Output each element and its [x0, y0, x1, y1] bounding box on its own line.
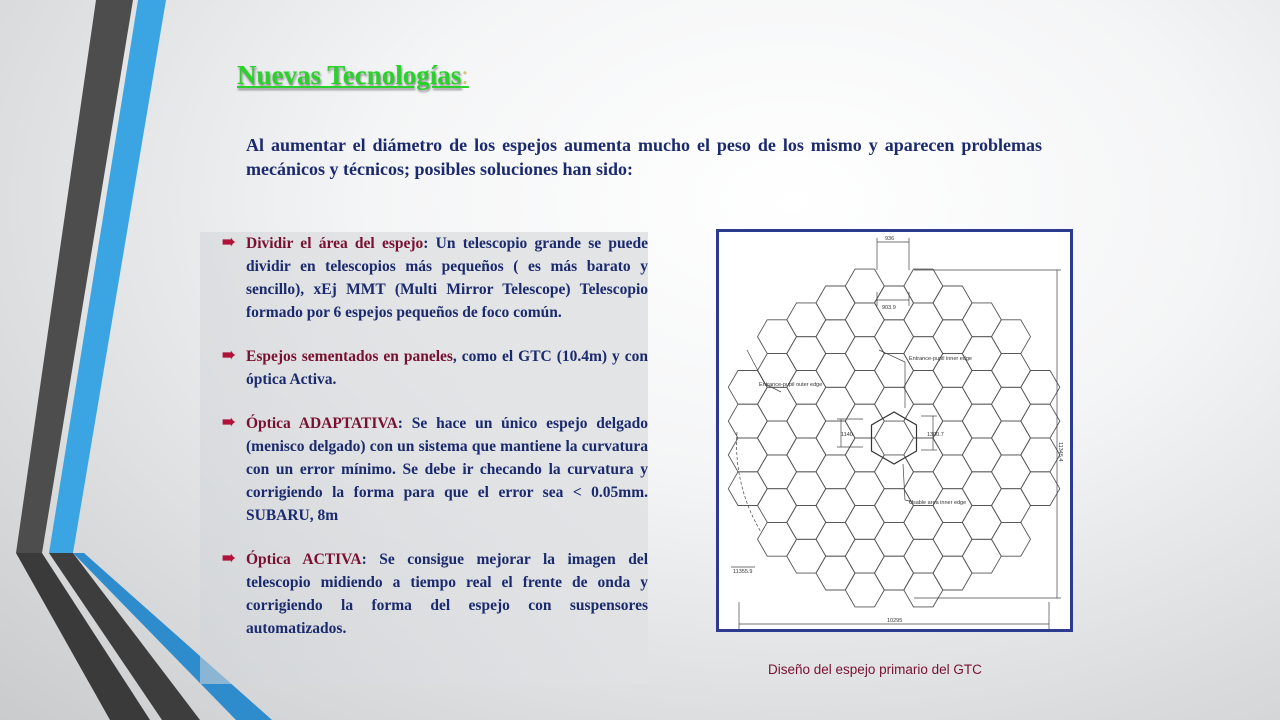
mirror-segment — [758, 387, 797, 421]
mirror-segment — [787, 506, 826, 540]
mirror-segment — [962, 337, 1001, 371]
mirror-segment — [875, 387, 914, 421]
mirror-segment — [992, 522, 1031, 556]
mirror-segment — [845, 539, 884, 573]
mirror-segment — [904, 337, 943, 371]
mirror-segment — [758, 421, 797, 455]
bullet-list — [222, 232, 648, 661]
mirror-segment — [728, 404, 767, 438]
mirror-segment — [787, 337, 826, 371]
mirror-segment — [904, 269, 943, 303]
mirror-segment — [962, 472, 1001, 506]
arrow-icon: ➠ — [222, 414, 236, 431]
mirror-segment — [758, 320, 797, 354]
mirror-segment — [933, 286, 972, 320]
mirror-segment — [904, 573, 943, 607]
dim-label: 11345.4 — [1057, 442, 1063, 462]
mirror-segment — [728, 472, 767, 506]
mirror-segment — [933, 320, 972, 354]
mirror-segment — [845, 573, 884, 607]
mirror-segment — [816, 522, 855, 556]
mirror-segment — [904, 371, 943, 405]
mirror-segment — [845, 337, 884, 371]
hex-mirror-drawing — [719, 232, 1070, 629]
bullet-segmentados: ➠ Espejos sementados en paneles, como el GTC (10.4m) y con óptica Activa. — [222, 345, 648, 391]
mirror-segment — [904, 303, 943, 337]
mirror-segment — [875, 455, 914, 489]
mirror-segment — [816, 421, 855, 455]
dim-label: 903.9 — [882, 305, 896, 311]
dim-label: 1140 — [841, 432, 853, 438]
mirror-segment — [1021, 404, 1060, 438]
arrow-icon: ➠ — [222, 234, 236, 251]
mirror-segment — [992, 455, 1031, 489]
mirror-segment — [758, 489, 797, 523]
mirror-segment — [816, 489, 855, 523]
mirror-segment — [962, 303, 1001, 337]
mirror-segment — [816, 286, 855, 320]
slide-title: Nuevas Tecnologías: — [237, 60, 469, 90]
mirror-segment — [845, 371, 884, 405]
mirror-segment — [1021, 438, 1060, 472]
mirror-segment — [904, 506, 943, 540]
arrow-icon: ➠ — [222, 347, 236, 364]
inner-hexagon — [872, 412, 917, 464]
mirror-segment — [1021, 371, 1060, 405]
mirror-segment — [758, 522, 797, 556]
mirror-segment — [875, 489, 914, 523]
mirror-segment — [992, 421, 1031, 455]
intro-paragraph: Al aumentar el diámetro de los espejos aumenta mucho el peso de los mismo y aparecen problemas mecánicos y técnicos; posibles soluciones han sido: — [246, 135, 1042, 179]
mirror-segment — [992, 320, 1031, 354]
mirror-segment — [875, 320, 914, 354]
dim-label: 936 — [885, 236, 895, 242]
dim-label: 1300.7 — [927, 432, 944, 438]
mirror-segment — [845, 506, 884, 540]
annotation-label: Entrance-pupil outer edge — [759, 382, 823, 388]
bullet-adaptativa: ➠ Óptica ADAPTATIVA: Se hace un único espejo delgado (menisco delgado) con un sistema que mantiene la curvatura con un error mínimo. Se debe ir checando la curvatura y corrigiendo la forma para que el error sea < 0.05mm. SUBARU, 8m — [222, 412, 648, 527]
mirror-segment — [992, 387, 1031, 421]
figure-caption: Diseño del espejo primario del GTC — [768, 662, 982, 677]
mirror-segment — [787, 472, 826, 506]
mirror-segment — [758, 455, 797, 489]
mirror-segment — [816, 455, 855, 489]
gtc-mirror-diagram — [716, 229, 1073, 632]
mirror-segment — [845, 472, 884, 506]
mirror-segment — [875, 354, 914, 388]
mirror-segment — [787, 303, 826, 337]
mirror-segment — [1021, 472, 1060, 506]
mirror-segment — [845, 269, 884, 303]
mirror-segment — [933, 421, 972, 455]
mirror-segment — [962, 539, 1001, 573]
annotation-label: Entrance-pupil inner edge — [909, 356, 972, 362]
mirror-segment — [816, 556, 855, 590]
mirror-segment — [962, 404, 1001, 438]
arrow-icon: ➠ — [222, 550, 236, 567]
mirror-segment — [992, 354, 1031, 388]
bullet-dividir: ➠ Dividir el área del espejo: Un telescopio grande se puede dividir en telescopios más pequeños ( es más barato y sencillo), xEj MMT (Multi Mirror Telescope) Telescopio formado por 6 espejos pequeños de foco común. — [222, 232, 648, 324]
mirror-segment — [875, 522, 914, 556]
mirror-segment — [962, 371, 1001, 405]
mirror-segment — [845, 303, 884, 337]
bullet-activa: ➠ Óptica ACTIVA: Se consigue mejorar la imagen del telescopio midiendo a tiempo real el frente de onda y corrigiendo la forma del espejo con suspensores automatizados. — [222, 548, 648, 640]
mirror-segment — [787, 438, 826, 472]
mirror-segment — [816, 387, 855, 421]
mirror-segment — [787, 539, 826, 573]
mirror-segment — [728, 438, 767, 472]
mirror-segment — [933, 522, 972, 556]
mirror-segment — [875, 286, 914, 320]
mirror-segment — [787, 404, 826, 438]
dim-label: 11355.9 — [733, 569, 753, 575]
mirror-segment — [875, 556, 914, 590]
mirror-segment — [933, 556, 972, 590]
annotation-label: Usable area inner edge — [909, 500, 967, 506]
mirror-segment — [816, 320, 855, 354]
mirror-segment — [933, 455, 972, 489]
mirror-segment — [933, 387, 972, 421]
dim-label: 10295 — [887, 618, 903, 624]
mirror-segment — [992, 489, 1031, 523]
mirror-segment — [962, 438, 1001, 472]
mirror-segment — [962, 506, 1001, 540]
mirror-segment — [904, 539, 943, 573]
